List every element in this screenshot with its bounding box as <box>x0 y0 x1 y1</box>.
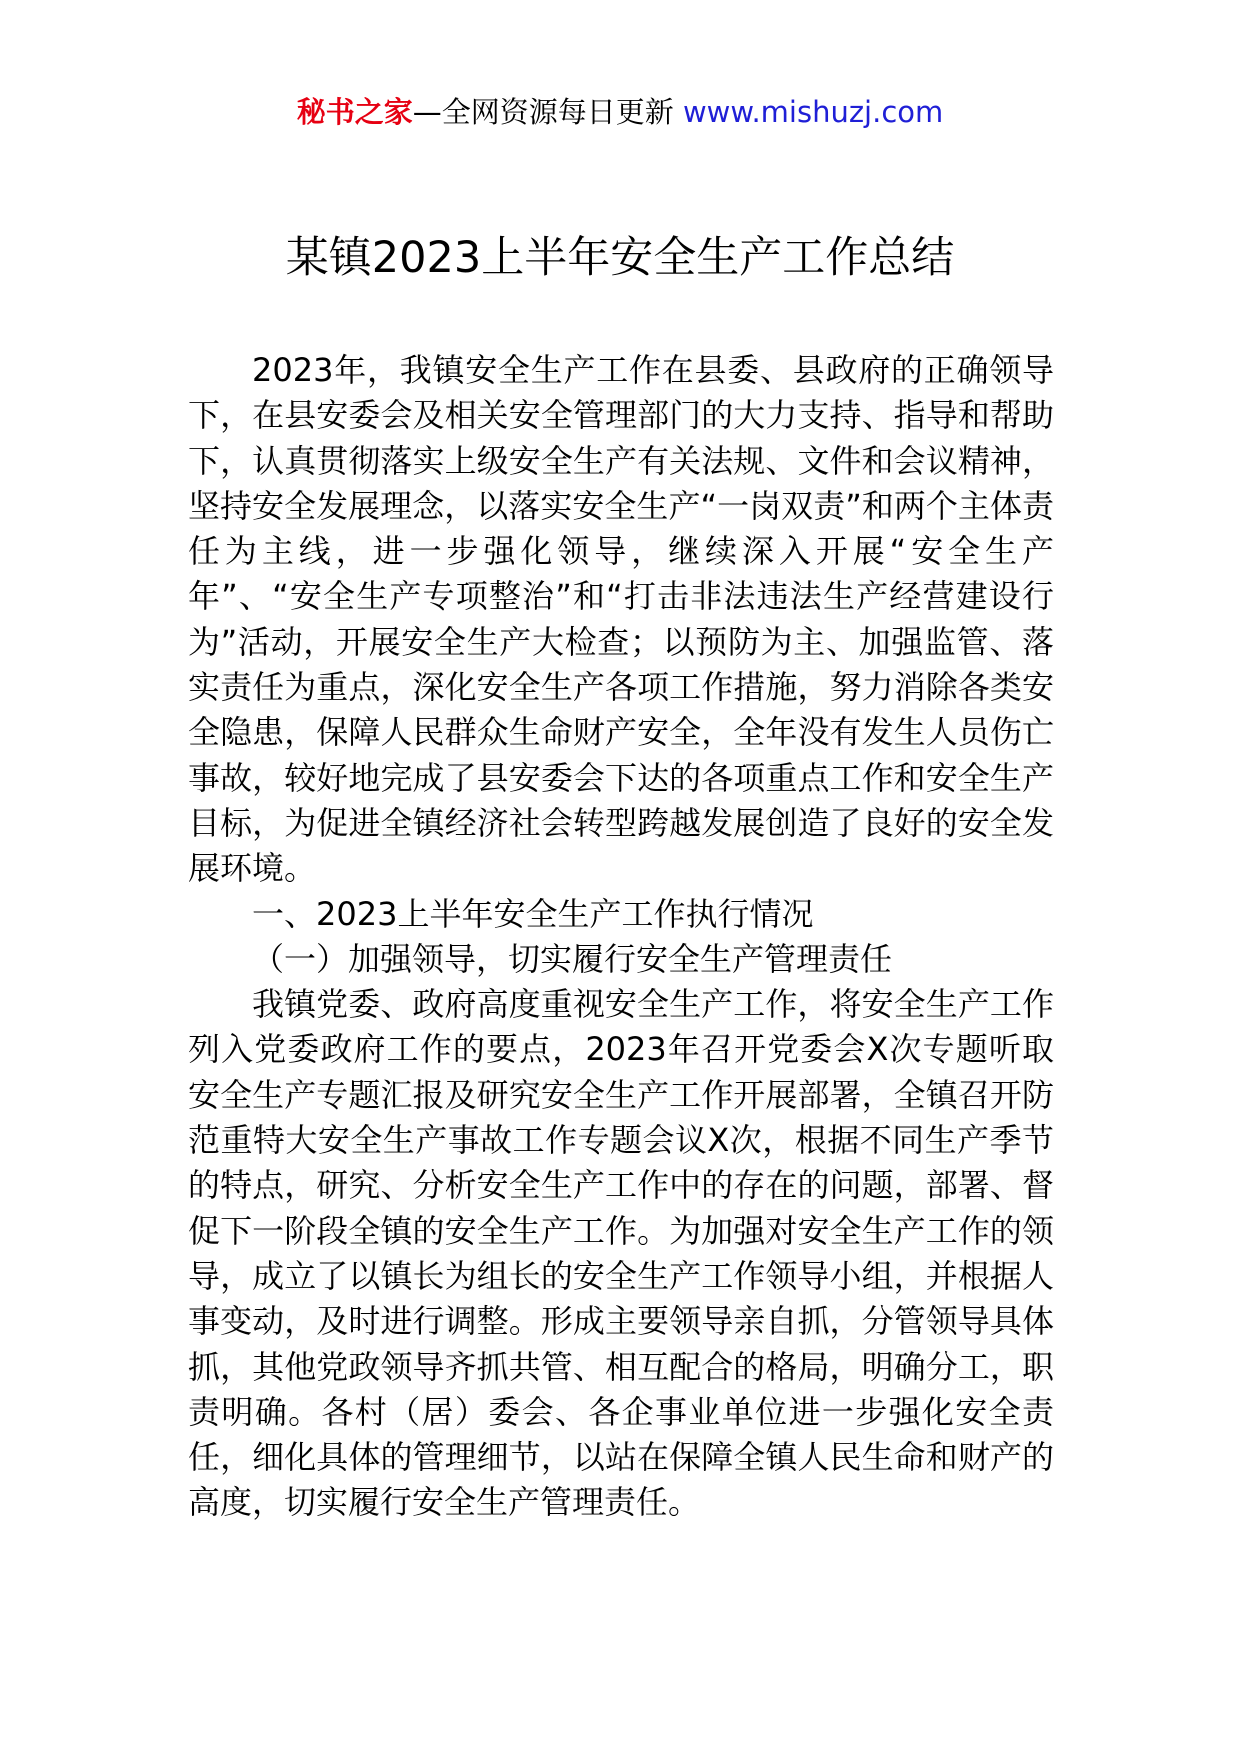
brand-name: 秘书之家 <box>296 95 413 129</box>
subsection-heading: （一）加强领导，切实履行安全生产管理责任 <box>252 939 893 978</box>
document-body <box>188 348 1054 1526</box>
section-heading: 一、2023上半年安全生产工作执行情况 <box>252 894 814 933</box>
body-paragraph: 我镇党委、政府高度重视安全生产工作，将安全生产工作列入党委政府工作的要点，2023年召开党委会X次专题听取安全生产专题汇报及研究安全生产工作开展部署，全镇召开防范重特大安全生产事故工作专题会议X次，根据不同生产季节的特点，研究、分析安全生产工作中的存在的问题，部署、督促下一阶段全镇的安全生产工作。为加强对安全生产工作的领导，成立了以镇长为组长的安全生产工作领导小组，并根据人事变动，及时进行调整。形成主要领导亲自抓，分管领导具体抓，其他党政领导齐抓共管、相互配合的格局，明确分工，职责明确。各村（居）委会、各企事业单位进一步强化安全责任，细化具体的管理细节，以站在保障全镇人民生命和财产的高度，切实履行安全生产管理责任。 <box>188 985 1054 1522</box>
site-url-link[interactable]: www.mishuzj.com <box>682 95 944 129</box>
site-header <box>0 92 1240 132</box>
document-title: 某镇2023上半年安全生产工作总结 <box>285 233 955 283</box>
intro-paragraph: 2023年，我镇安全生产工作在县委、县政府的正确领导下，在县安委会及相关安全管理部门的大力支持、指导和帮助下，认真贯彻落实上级安全生产有关法规、文件和会议精神，坚持安全发展理念，以落实安全生产“一岗双责”和两个主体责任为主线，进一步强化领导，继续深入开展“安全生产年”、“安全生产专项整治”和“打击非法违法生产经营建设行为”活动，开展安全生产大检查；以预防为主、加强监管、落实责任为重点，深化安全生产各项工作措施，努力消除各类安全隐患，保障人民群众生命财产安全，全年没有发生人员伤亡事故，较好地完成了县安委会下达的各项重点工作和安全生产目标，为促进全镇经济社会转型跨越发展创造了良好的安全发展环境。 <box>188 351 1054 888</box>
header-slogan: —全网资源每日更新 <box>412 95 674 129</box>
